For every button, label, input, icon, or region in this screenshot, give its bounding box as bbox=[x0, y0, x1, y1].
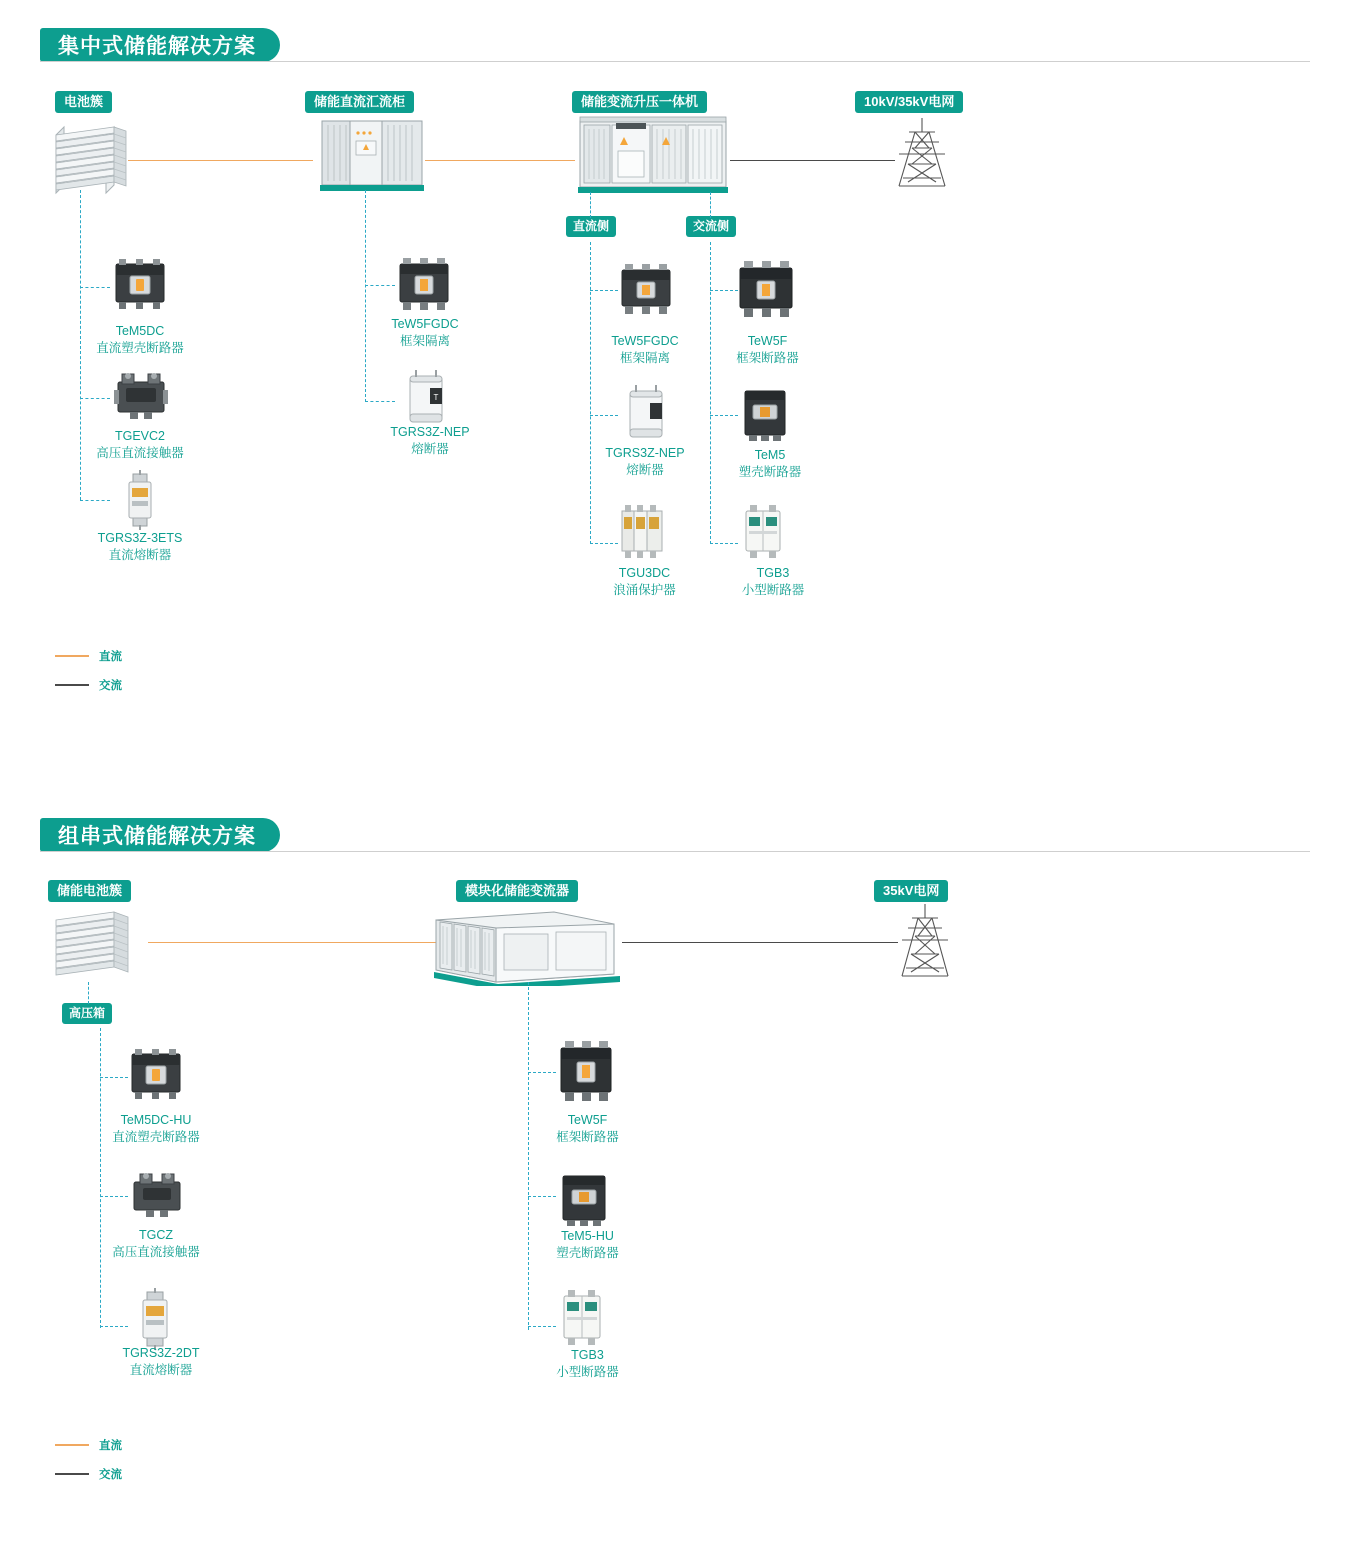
branch-combiner-to-fuse bbox=[365, 401, 395, 402]
device-caption-tem5dc: TeM5DC 直流塑壳断路器 bbox=[96, 324, 184, 355]
branch-pcs-ac-top bbox=[710, 192, 711, 218]
grid-pylon-graphic bbox=[885, 112, 959, 190]
dc-combiner-cabinet-graphic bbox=[318, 113, 428, 195]
branch-battery-to-tem5dc bbox=[80, 287, 110, 288]
legend-dc-row-2 bbox=[55, 1437, 122, 1453]
legend-dc-swatch bbox=[55, 1444, 89, 1446]
node-label-ac-side: 交流侧 bbox=[686, 216, 736, 237]
node-label-grid-35kv: 35kV电网 bbox=[874, 880, 948, 902]
branch-pcs-to-tgb3 bbox=[528, 1326, 556, 1327]
branch-ac-to-tgb3 bbox=[710, 543, 738, 544]
branch-battery-to-tgevc2 bbox=[80, 398, 110, 399]
section-divider bbox=[40, 61, 1310, 62]
device-caption-tem5-ac: TeM5 塑壳断路器 bbox=[738, 448, 802, 479]
device-caption-tew5fgdc-combiner: TeW5FGDC 框架隔离 bbox=[391, 317, 459, 348]
device-icon-moulded-case-circuit-breaker bbox=[128, 1048, 184, 1102]
device-icon-air-circuit-breaker bbox=[618, 262, 674, 316]
pcs-transformer-graphic bbox=[578, 113, 728, 197]
section-header-centralized bbox=[40, 28, 1310, 62]
device-caption-tgb3-2: TGB3 小型断路器 bbox=[556, 1348, 619, 1379]
legend-dc-label: 直流 bbox=[99, 1440, 122, 1452]
modular-pcs-container-graphic bbox=[434, 900, 620, 986]
device-caption-tew5f-ac: TeW5F 框架断路器 bbox=[736, 334, 799, 365]
ac-link-pcs-to-grid-2 bbox=[622, 942, 898, 943]
dc-link-cluster-to-pcs-2 bbox=[148, 942, 438, 943]
branch-pcs-to-tew5f bbox=[528, 1072, 556, 1073]
device-icon-dc-contactor bbox=[128, 1168, 186, 1222]
device-icon-air-circuit-breaker bbox=[556, 1040, 616, 1102]
device-icon-cylindrical-fuse bbox=[620, 385, 672, 443]
device-caption-tew5fgdc-dc: TeW5FGDC 框架隔离 bbox=[611, 334, 679, 365]
device-icon-dc-contactor bbox=[112, 370, 170, 422]
dc-link-combiner-to-pcs bbox=[425, 160, 575, 161]
device-caption-tgrs3z-nep-combiner: TGRS3Z-NEP 熔断器 bbox=[390, 425, 470, 456]
legend-ac-row-2 bbox=[55, 1466, 122, 1482]
device-caption-tgrs3z-nep-dc: TGRS3Z-NEP 熔断器 bbox=[605, 446, 685, 477]
branch-combiner-to-tew5fgdc bbox=[365, 285, 395, 286]
branch-ac-to-tew5f bbox=[710, 290, 738, 291]
branch-dc-vertical bbox=[590, 242, 591, 544]
device-caption-tem5-hu: TeM5-HU 塑壳断路器 bbox=[556, 1229, 619, 1260]
branch-pcs-dc-top bbox=[590, 192, 591, 218]
grid-pylon-graphic bbox=[888, 898, 962, 982]
branch-pcs-to-tem5-hu bbox=[528, 1196, 556, 1197]
device-icon-moulded-case-circuit-breaker bbox=[558, 1170, 610, 1226]
node-label-bess-cluster: 储能电池簇 bbox=[48, 880, 131, 902]
device-caption-tew5f-2: TeW5F 框架断路器 bbox=[556, 1113, 619, 1144]
node-label-dc-side: 直流侧 bbox=[566, 216, 616, 237]
legend-ac-label: 交流 bbox=[99, 1469, 122, 1481]
branch-hvbox-to-tem5dc-hu bbox=[100, 1077, 128, 1078]
device-caption-tgrs3z-2dt: TGRS3Z-2DT 直流熔断器 bbox=[122, 1346, 200, 1377]
section-header-string bbox=[40, 818, 1310, 852]
device-icon-moulded-case-circuit-breaker bbox=[740, 385, 790, 441]
dc-link-battery-to-combiner bbox=[128, 160, 313, 161]
device-icon-air-circuit-breaker bbox=[395, 256, 453, 312]
branch-battery-to-tgrs3z bbox=[80, 500, 110, 501]
device-icon-miniature-circuit-breaker bbox=[740, 505, 786, 559]
branch-dc-to-spd bbox=[590, 543, 618, 544]
device-icon-fuse-link bbox=[133, 1288, 177, 1350]
battery-cluster-graphic bbox=[48, 900, 148, 986]
device-caption-tgrs3z-3ets: TGRS3Z-3ETS 直流熔断器 bbox=[97, 531, 183, 562]
section-title-bar bbox=[40, 28, 280, 62]
legend-ac-label: 交流 bbox=[99, 680, 122, 692]
branch-dc-to-fuse bbox=[590, 415, 618, 416]
branch-dc-to-tew5fgdc bbox=[590, 290, 618, 291]
node-label-hv-box: 高压箱 bbox=[62, 1003, 112, 1024]
node-label-dc-combiner: 储能直流汇流柜 bbox=[305, 91, 414, 113]
legend-dc-label: 直流 bbox=[99, 651, 122, 663]
branch-hvbox-vertical bbox=[100, 1028, 101, 1328]
device-icon-surge-protective-device bbox=[616, 505, 668, 559]
node-label-battery-cluster: 电池簇 bbox=[55, 91, 112, 113]
node-label-pcs-transformer: 储能变流升压一体机 bbox=[572, 91, 707, 113]
svg-text:T: T bbox=[433, 393, 439, 402]
device-icon-moulded-case-circuit-breaker bbox=[112, 258, 168, 312]
branch-hvbox-to-tgcz bbox=[100, 1196, 128, 1197]
node-label-modular-pcs: 模块化储能变流器 bbox=[456, 880, 578, 902]
section-title: 集中式储能解决方案 bbox=[58, 35, 256, 58]
section-title: 组串式储能解决方案 bbox=[58, 825, 256, 848]
device-icon-miniature-circuit-breaker bbox=[558, 1290, 606, 1346]
device-caption-tem5dc-hu: TeM5DC-HU 直流塑壳断路器 bbox=[112, 1113, 200, 1144]
section-divider bbox=[40, 851, 1310, 852]
branch-combiner-vertical bbox=[365, 190, 366, 402]
legend-dc-row-1 bbox=[55, 648, 122, 664]
branch-ac-vertical bbox=[710, 242, 711, 544]
legend-ac-swatch bbox=[55, 1473, 89, 1475]
ac-link-pcs-to-grid bbox=[730, 160, 895, 161]
device-icon-air-circuit-breaker bbox=[736, 260, 796, 318]
branch-pcs-vertical-2 bbox=[528, 982, 529, 1330]
legend-ac-row-1 bbox=[55, 677, 122, 693]
branch-ac-to-tem5 bbox=[710, 415, 738, 416]
branch-hvbox-top bbox=[88, 982, 89, 1004]
branch-hvbox-to-tgrs3z-2dt bbox=[100, 1326, 128, 1327]
battery-cluster-graphic bbox=[48, 115, 134, 195]
device-caption-tgcz: TGCZ 高压直流接触器 bbox=[112, 1228, 200, 1259]
device-icon-fuse-link bbox=[120, 470, 160, 530]
node-label-grid: 10kV/35kV电网 bbox=[855, 91, 963, 113]
legend-ac-swatch bbox=[55, 684, 89, 686]
device-icon-cylindrical-fuse bbox=[400, 370, 452, 428]
device-caption-tgu3dc: TGU3DC 浪涌保护器 bbox=[613, 566, 676, 597]
section-title-bar bbox=[40, 818, 280, 852]
device-caption-tgevc2: TGEVC2 高压直流接触器 bbox=[96, 429, 184, 460]
legend-dc-swatch bbox=[55, 655, 89, 657]
device-caption-tgb3: TGB3 小型断路器 bbox=[741, 566, 805, 597]
